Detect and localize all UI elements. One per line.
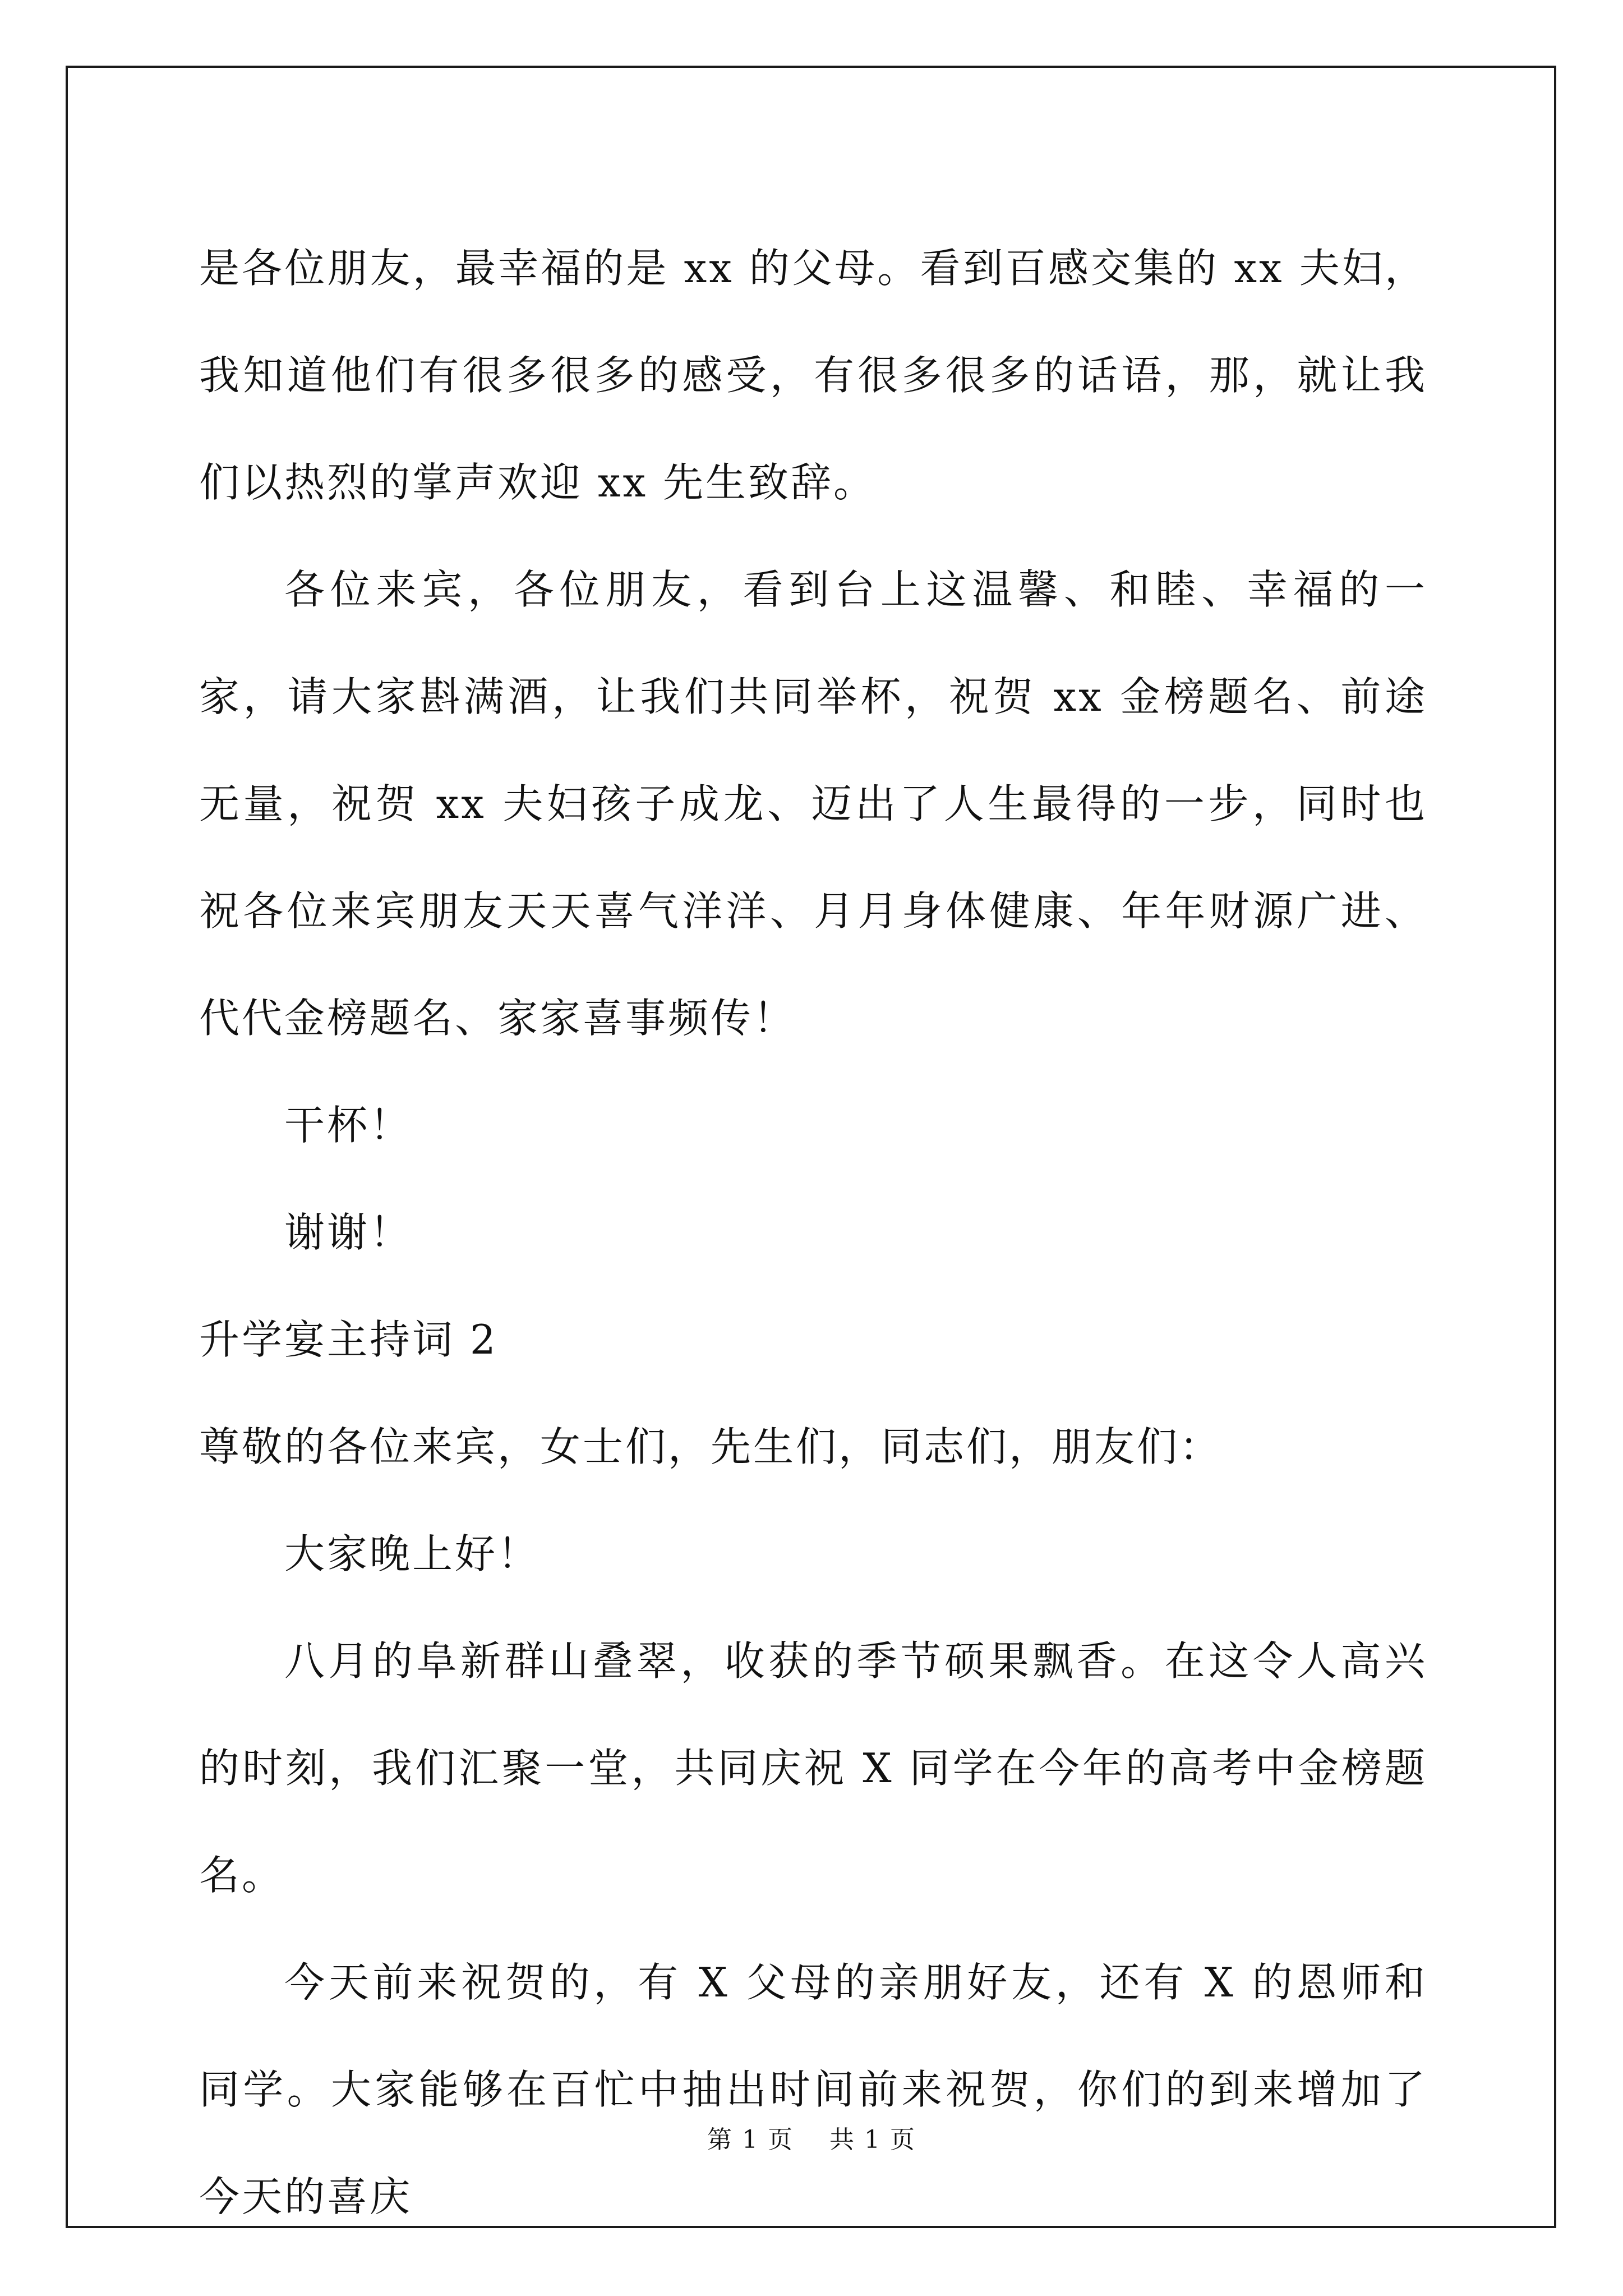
paragraph: 八月的阜新群山叠翠，收获的季节硕果飘香。在这令人高兴的时刻，我们汇聚一堂，共同庆祝 X 同学在今年的高考中金榜题名。 [199, 1637, 1427, 1899]
paragraph: 大家晚上好！ [284, 1530, 541, 1577]
section-heading: 升学宴主持词 2 [199, 1316, 498, 1363]
paragraph: 今天前来祝贺的，有 X 父母的亲朋好友，还有 X 的恩师和同学。大家能够在百忙中抽出时间前来祝贺，你们的到来增加了今天的喜庆 [199, 1959, 1427, 2220]
document-body [199, 215, 1427, 2251]
page-number-footer: 第 1 页 共 1 页 [707, 2125, 916, 2154]
salutation: 尊敬的各位来宾，女士们，先生们，同志们，朋友们： [199, 1423, 1223, 1470]
paragraph: 是各位朋友，最幸福的是 xx 的父母。看到百感交集的 xx 夫妇，我知道他们有很多很多的感受，有很多很多的话语，那，就让我们以热烈的掌声欢迎 xx 先生致辞。 [199, 245, 1427, 506]
paragraph: 各位来宾，各位朋友，看到台上这温馨、和睦、幸福的一家，请大家斟满酒，让我们共同举杯，祝贺 xx 金榜题名、前途无量，祝贺 xx 夫妇孩子成龙、迈出了人生最得的一步，同时也祝各位来宾朋友天天喜气洋洋、月月身体健康、年年财源广进、代代金榜题名、家家喜事频传！ [199, 566, 1427, 1042]
paragraph: 谢谢！ [284, 1209, 413, 1256]
paragraph: 干杯！ [284, 1102, 413, 1149]
